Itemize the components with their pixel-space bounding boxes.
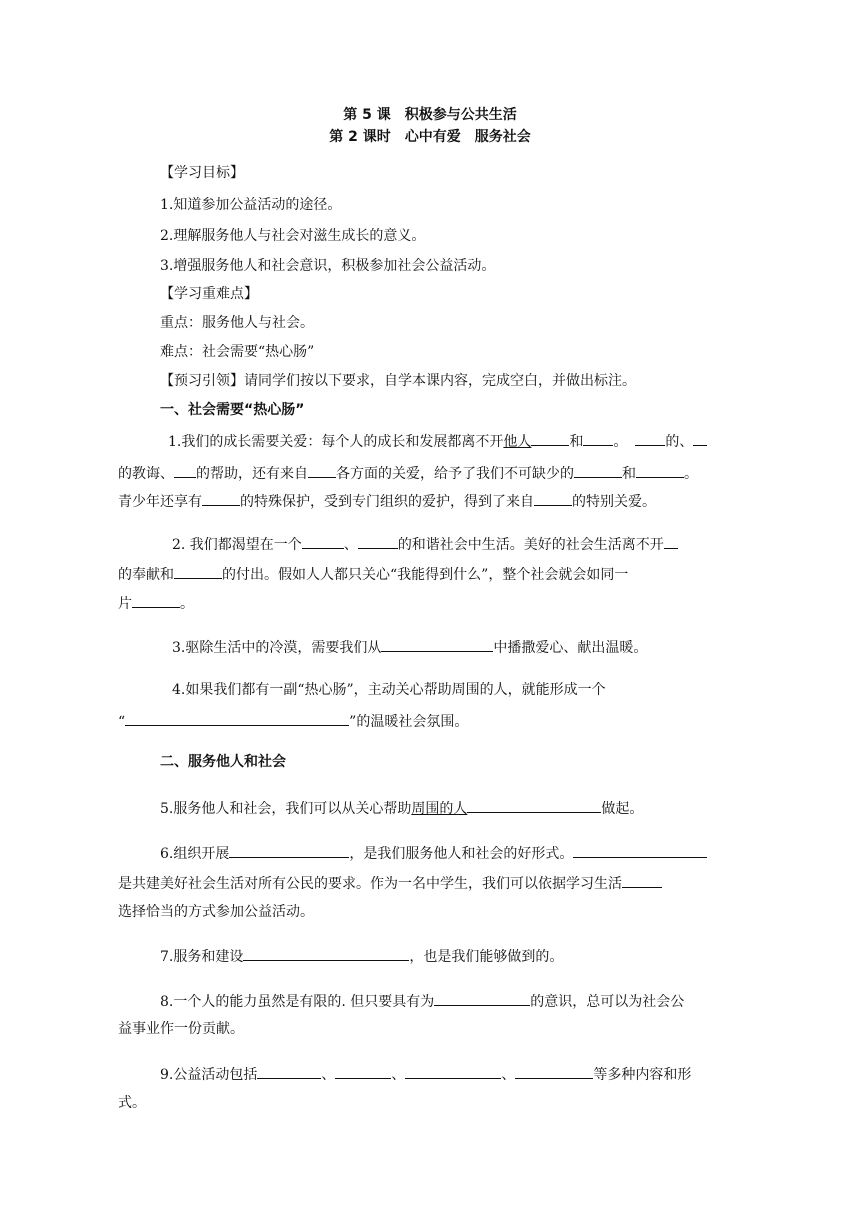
section2-heading: 二、服务他人和社会 xyxy=(160,754,286,770)
q5-text-b: 做起。 xyxy=(601,801,644,817)
section1-heading: 一、社会需要“热心肠” xyxy=(160,402,305,418)
q2-blank-1[interactable] xyxy=(302,533,344,549)
q4-text-a: “ xyxy=(118,714,126,730)
q1-blank-1[interactable] xyxy=(531,430,569,446)
q1-line-1 xyxy=(168,430,707,452)
q9-blank-2[interactable] xyxy=(335,1063,391,1079)
q7-line xyxy=(160,945,563,967)
q1-blank-5[interactable] xyxy=(174,462,196,478)
q9-line-1 xyxy=(160,1063,691,1085)
q6-blank-3[interactable] xyxy=(622,872,662,888)
q3-text-b: 中播撒爱心、献出温暖。 xyxy=(493,640,648,656)
q1-line-3 xyxy=(118,490,656,512)
difficulty-point: 难点：社会需要“热心肠” xyxy=(160,344,315,360)
q8-blank[interactable] xyxy=(434,990,530,1006)
q9-text-a: 9.公益活动包括 xyxy=(160,1067,258,1083)
q1-blank-8[interactable] xyxy=(636,462,684,478)
q1-blank-3[interactable] xyxy=(635,430,665,446)
q1-underlined-answer: 他人 xyxy=(503,434,532,450)
q2-line-2 xyxy=(118,563,628,585)
q2-line-3 xyxy=(118,592,194,614)
q1-text-l: 的特别关爱。 xyxy=(572,494,656,510)
q6-text-c: 是共建美好社会生活对所有公民的要求。作为一名中学生，我们可以依据学习生活 xyxy=(118,876,622,892)
q8-text-a: 8.一个人的能力虽然是有限的. 但只要具有为 xyxy=(160,994,435,1010)
q2-text-a: 2. 我们都渴望在一个 xyxy=(172,537,302,553)
lesson-title: 第 5 课 积极参与公共生活 xyxy=(343,107,517,123)
q8-text-b: 的意识，总可以为社会公 xyxy=(530,994,685,1010)
q1-text-a: 1.我们的成长需要关爱：每个人的成长和发展都离不开 xyxy=(168,434,504,450)
q4-line-1: 4.如果我们都有一副“热心肠”，主动关心帮助周围的人，就能形成一个 xyxy=(172,682,606,698)
q1-blank-7[interactable] xyxy=(574,462,622,478)
q9-sep-1: 、 xyxy=(321,1067,336,1083)
q2-text-g: 。 xyxy=(180,596,194,612)
q9-blank-3[interactable] xyxy=(405,1063,501,1079)
q1-text-g: 各方面的关爱，给予了我们不可缺少的 xyxy=(336,466,574,482)
q1-text-h: 和 xyxy=(622,466,636,482)
q1-text-c: 。 xyxy=(613,434,628,450)
q9-text-b: 等多种内容和形 xyxy=(593,1067,692,1083)
q2-text-d: 的奉献和 xyxy=(118,567,174,583)
q1-text-k: 的特殊保护，受到专门组织的爱护，得到了来自 xyxy=(240,494,534,510)
q2-text-f: 片 xyxy=(118,596,132,612)
q1-text-f: 的帮助，还有来自 xyxy=(196,466,308,482)
q5-line xyxy=(160,797,643,819)
q3-text-a: 3.驱除生活中的冷漠，需要我们从 xyxy=(172,640,382,656)
q3-blank[interactable] xyxy=(381,636,493,652)
q2-blank-4[interactable] xyxy=(174,563,222,579)
q1-text-j: 青少年还享有 xyxy=(118,494,202,510)
q9-blank-4[interactable] xyxy=(515,1063,593,1079)
key-points-header: 【学习重难点】 xyxy=(160,286,258,302)
q1-blank-10[interactable] xyxy=(534,490,572,506)
q5-blank[interactable] xyxy=(467,797,601,813)
q9-sep-3: 、 xyxy=(501,1067,516,1083)
q1-text-i: 。 xyxy=(684,466,698,482)
q3-line xyxy=(172,636,647,658)
q7-text-a: 7.服务和建设 xyxy=(160,949,244,965)
q6-blank-2[interactable] xyxy=(573,842,707,858)
q2-text-b: 、 xyxy=(343,537,358,553)
q6-text-a: 6.组织开展 xyxy=(160,846,230,862)
objective-item-2: 2.理解服务他人与社会对滋生成长的意义。 xyxy=(160,228,426,244)
preview-instruction: 【预习引领】请同学们按以下要求，自学本课内容，完成空白，并做出标注。 xyxy=(160,373,636,389)
q8-line-2: 益事业作一份贡献。 xyxy=(118,1021,244,1037)
objective-item-3: 3.增强服务他人和社会意识，积极参加社会公益活动。 xyxy=(160,258,496,274)
q2-blank-2[interactable] xyxy=(358,533,398,549)
q1-blank-4[interactable] xyxy=(693,430,707,446)
q1-text-e: 的教诲、 xyxy=(118,466,174,482)
q4-blank[interactable] xyxy=(125,710,349,726)
q1-blank-6[interactable] xyxy=(308,462,336,478)
q9-line-2: 式。 xyxy=(118,1095,146,1111)
q9-sep-2: 、 xyxy=(391,1067,406,1083)
q1-blank-2[interactable] xyxy=(583,430,613,446)
q2-blank-3[interactable] xyxy=(664,533,678,549)
q2-text-e: 的付出。假如人人都只关心“我能得到什么”，整个社会就会如同一 xyxy=(222,567,629,583)
q1-line-2 xyxy=(118,462,698,484)
q2-line-1 xyxy=(172,533,678,555)
q4-line-2 xyxy=(118,710,468,732)
q4-text-b: ”的温暖社会氛围。 xyxy=(349,714,469,730)
key-point: 重点：服务他人与社会。 xyxy=(160,315,314,331)
q6-line-2 xyxy=(118,872,662,894)
q1-text-b: 和 xyxy=(569,434,584,450)
q6-line-1 xyxy=(160,842,707,864)
q6-text-b: ，是我们服务他人和社会的好形式。 xyxy=(349,846,574,862)
q7-blank[interactable] xyxy=(243,945,409,961)
q2-text-c: 的和谐社会中生活。美好的社会生活离不开 xyxy=(397,537,664,553)
q1-blank-9[interactable] xyxy=(202,490,240,506)
objectives-header: 【学习目标】 xyxy=(160,165,244,181)
q5-text-a: 5.服务他人和社会，我们可以从关心帮助 xyxy=(160,801,412,817)
q6-blank-1[interactable] xyxy=(229,842,349,858)
q5-underlined-answer: 周围的人 xyxy=(411,801,468,817)
q6-line-3: 选择恰当的方式参加公益活动。 xyxy=(118,904,314,920)
q8-line-1 xyxy=(160,990,684,1012)
q7-text-b: ，也是我们能够做到的。 xyxy=(409,949,564,965)
objective-item-1: 1.知道参加公益活动的途径。 xyxy=(160,197,342,213)
q1-text-d: 的、 xyxy=(665,434,694,450)
period-title: 第 2 课时 心中有爱 服务社会 xyxy=(329,129,531,145)
q2-blank-5[interactable] xyxy=(132,592,180,608)
q9-blank-1[interactable] xyxy=(257,1063,321,1079)
